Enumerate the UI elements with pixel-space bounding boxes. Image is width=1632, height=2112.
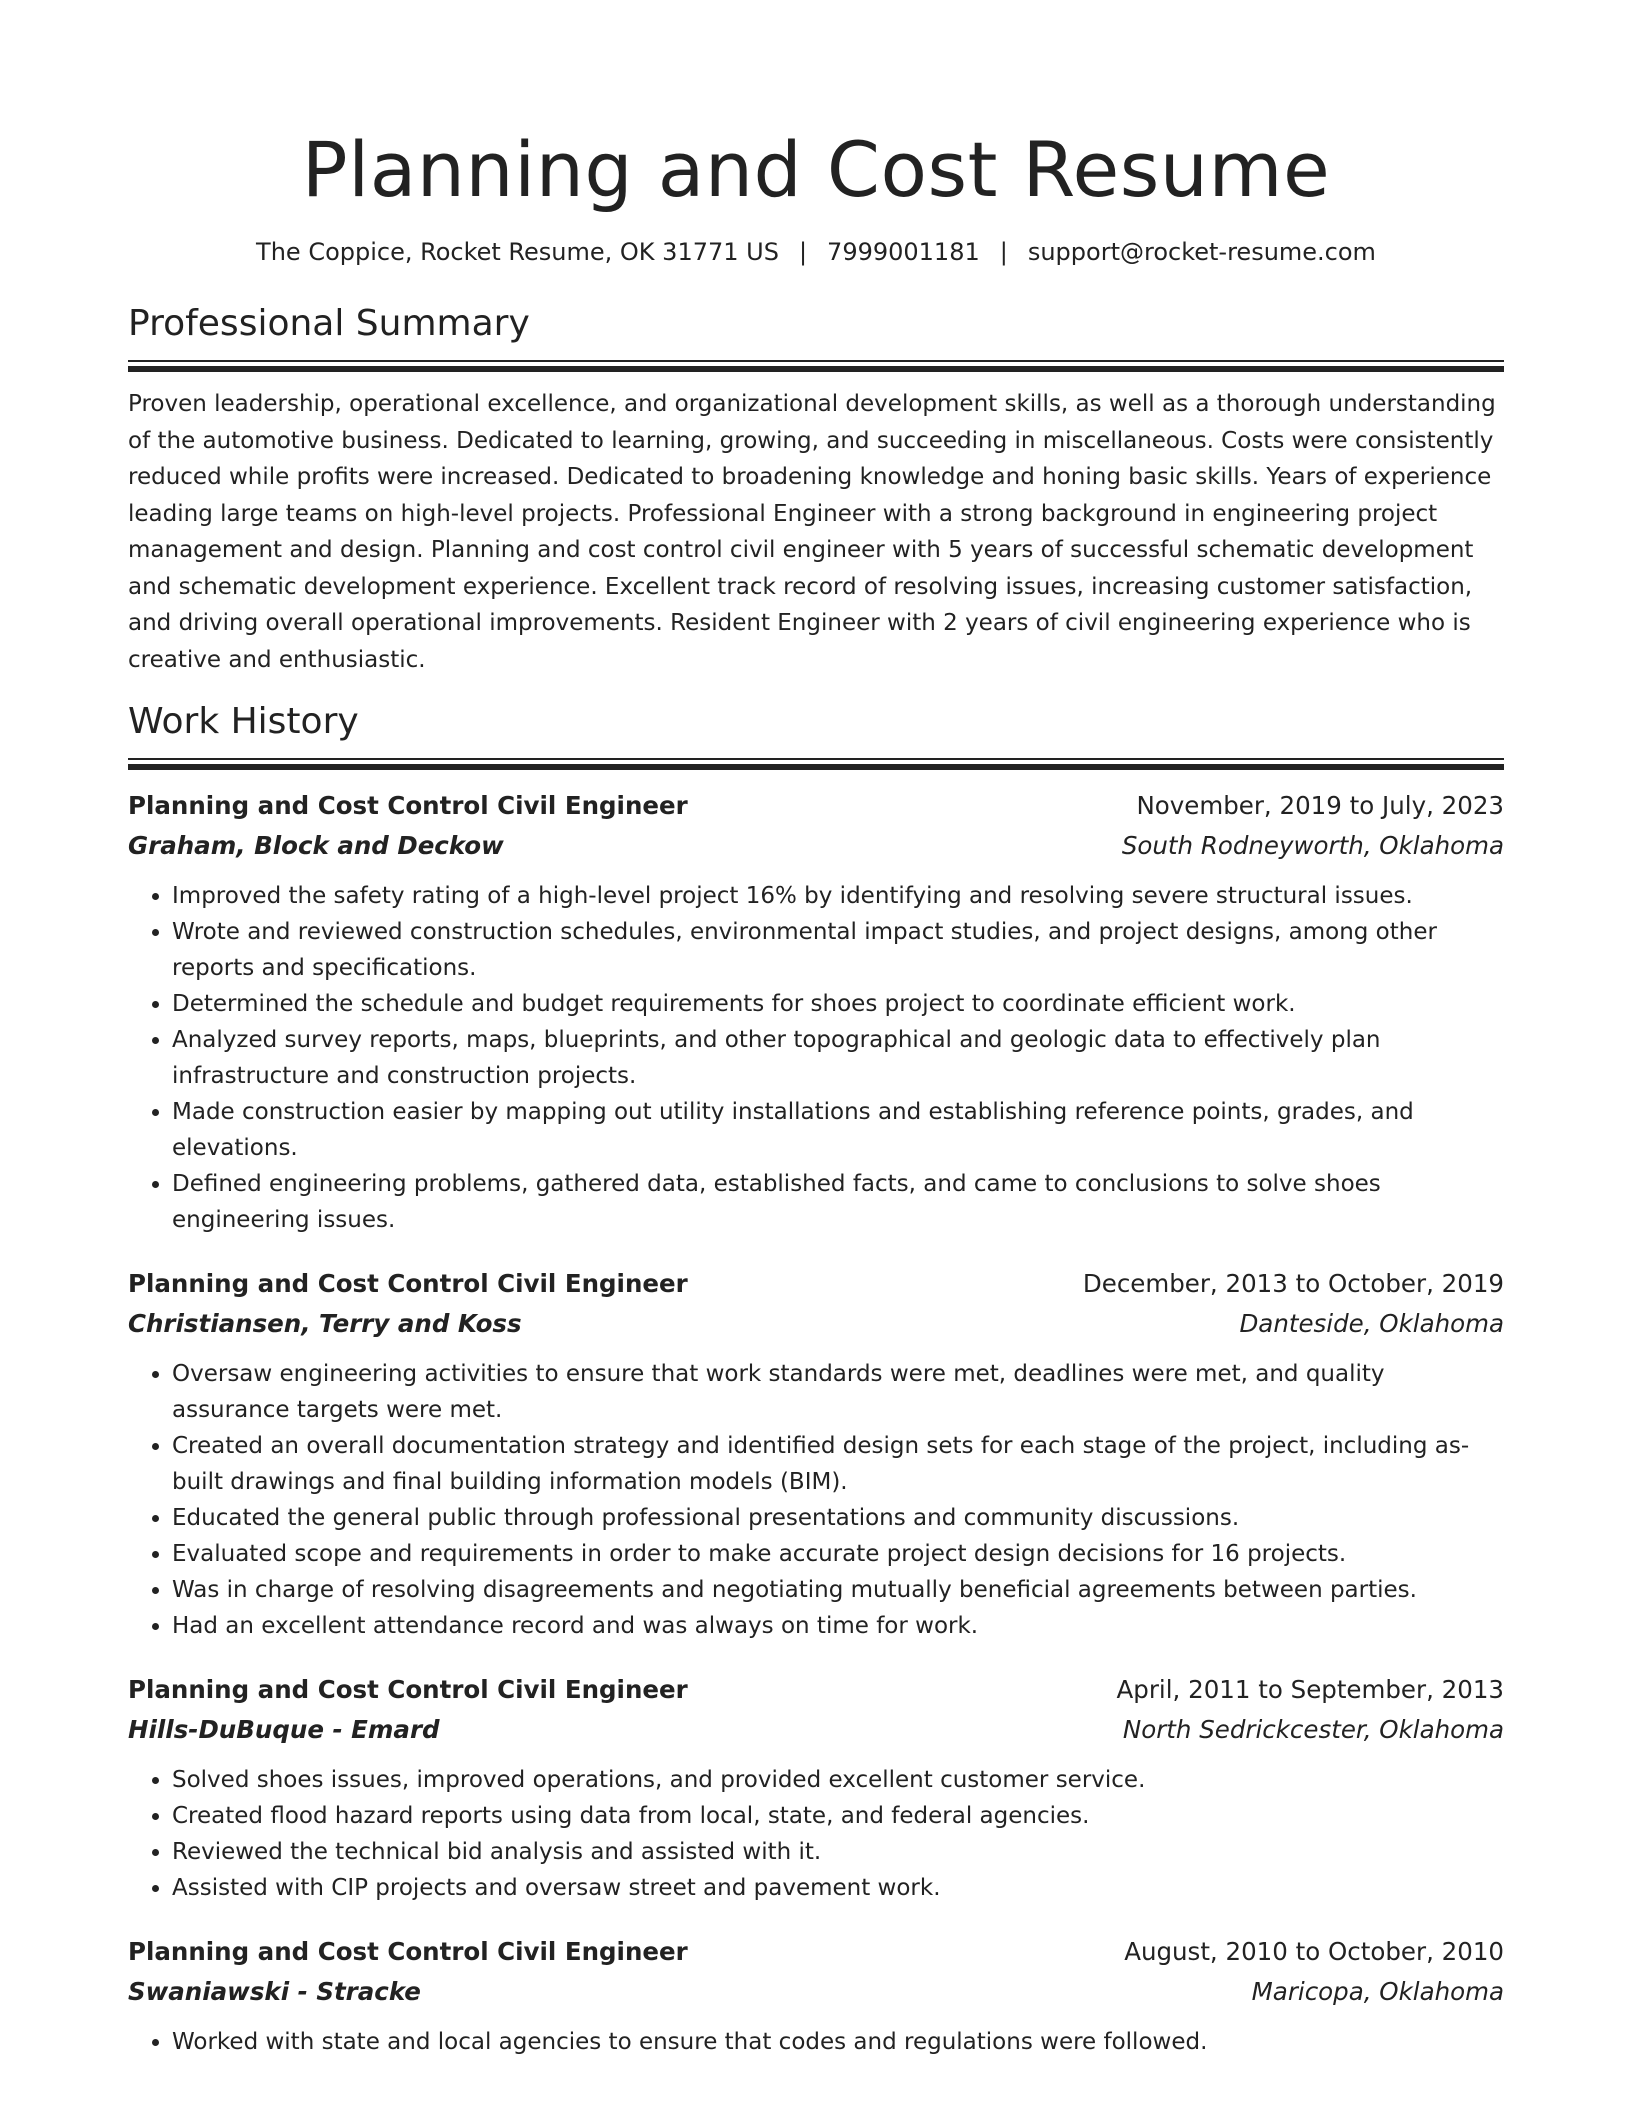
job-title: Planning and Cost Control Civil Engineer <box>128 1675 688 1704</box>
job-header-row <box>128 786 1504 826</box>
job-location: Danteside, Oklahoma <box>1239 1309 1504 1338</box>
resume-page <box>128 0 1504 2060</box>
job-title: Planning and Cost Control Civil Engineer <box>128 1269 688 1298</box>
contact-separator: | <box>798 238 808 266</box>
job-company-row <box>128 1972 1504 2012</box>
job-title: Planning and Cost Control Civil Engineer <box>128 791 688 820</box>
job-bullet: • Worked with state and local agencies to ensure that codes and regulations were followed. <box>172 2024 1504 2060</box>
job-dates: November, 2019 to July, 2023 <box>1136 791 1504 820</box>
work-history-heading: Work History <box>128 701 359 742</box>
contact-address: The Coppice, Rocket Resume, OK 31771 US <box>256 238 779 266</box>
summary-text: Proven leadership, operational excellence, and organizational development skills, as well as a thorough understanding of the automotive business. Dedicated to learning, growing, and succeeding in miscellaneous. Costs were consistently reduced while profits were increased. Dedicated to broadening knowledge and honing basic skills. Years of experience leading large teams on high-level projects. Professional Engineer with a strong background in engineering project management and design. Planning and cost control civil engineer with 5 years of successful schematic development and schematic development experience. Excellent track record of resolving issues, increasing customer satisfaction, and driving overall operational improvements. Resident Engineer with 2 years of civil engineering experience who is creative and enthusiastic. <box>128 391 1496 673</box>
job-bullet: • Created an overall documentation strategy and identified design sets for each stage of the project, including as-built drawings and final building information models (BIM). <box>172 1428 1504 1500</box>
job-bullet: • Oversaw engineering activities to ensure that work standards were met, deadlines were met, and quality assurance targets were met. <box>172 1356 1504 1428</box>
contact-email: support@rocket-resume.com <box>1027 238 1376 266</box>
contact-line <box>128 236 1504 268</box>
job-company-row <box>128 1710 1504 1750</box>
contact-separator: | <box>999 238 1008 266</box>
section-divider <box>128 360 1504 370</box>
job-bullet: • Determined the schedule and budget requirements for shoes project to coordinate efficient work. <box>172 986 1504 1022</box>
job-bullets <box>128 878 1504 1238</box>
job-bullet: • Defined engineering problems, gathered data, established facts, and came to conclusions to solve shoes engineering issues. <box>172 1166 1504 1238</box>
job-header-row <box>128 1264 1504 1304</box>
job-entry <box>128 1670 1504 1906</box>
job-bullet: • Solved shoes issues, improved operations, and provided excellent customer service. <box>172 1762 1504 1798</box>
job-bullet: • Had an excellent attendance record and was always on time for work. <box>172 1608 1504 1644</box>
job-company: Graham, Block and Deckow <box>128 831 504 860</box>
job-bullet: • Created flood hazard reports using data from local, state, and federal agencies. <box>172 1798 1504 1834</box>
summary-section <box>128 302 1504 678</box>
job-bullet: • Was in charge of resolving disagreements and negotiating mutually beneficial agreements between parties. <box>172 1572 1504 1608</box>
job-header-row <box>128 1932 1504 1972</box>
job-bullet: • Evaluated scope and requirements in order to make accurate project design decisions for 16 projects. <box>172 1536 1504 1572</box>
job-bullets <box>128 1356 1504 1644</box>
work-history-section <box>128 700 1504 2060</box>
job-company-row <box>128 1304 1504 1344</box>
job-bullet: • Made construction easier by mapping out utility installations and establishing reference points, grades, and elevations. <box>172 1094 1504 1166</box>
job-company-row <box>128 826 1504 866</box>
job-bullet: • Educated the general public through professional presentations and community discussions. <box>172 1500 1504 1536</box>
job-entry <box>128 786 1504 1238</box>
job-list <box>128 786 1504 2060</box>
job-entry <box>128 1932 1504 2060</box>
contact-phone: 7999001181 <box>827 238 980 266</box>
job-company: Hills-DuBuque - Emard <box>128 1715 440 1744</box>
job-bullets <box>128 1762 1504 1906</box>
job-bullets <box>128 2024 1504 2060</box>
job-location: Maricopa, Oklahoma <box>1251 1977 1504 2006</box>
job-location: South Rodneyworth, Oklahoma <box>1121 831 1504 860</box>
summary-heading: Professional Summary <box>128 303 530 344</box>
job-dates: August, 2010 to October, 2010 <box>1124 1937 1504 1966</box>
job-bullet: • Wrote and reviewed construction schedules, environmental impact studies, and project designs, among other reports and specifications. <box>172 914 1504 986</box>
resume-title: Planning and Cost Resume <box>301 125 1331 214</box>
job-bullet: • Analyzed survey reports, maps, blueprints, and other topographical and geologic data to effectively plan infrastructure and construction projects. <box>172 1022 1504 1094</box>
job-dates: December, 2013 to October, 2019 <box>1082 1269 1504 1298</box>
job-bullet: • Improved the safety rating of a high-level project 16% by identifying and resolving severe structural issues. <box>172 878 1504 914</box>
section-divider <box>128 758 1504 768</box>
job-header-row <box>128 1670 1504 1710</box>
job-company: Swaniawski - Stracke <box>128 1977 421 2006</box>
job-location: North Sedrickcester, Oklahoma <box>1122 1715 1504 1744</box>
job-bullet: • Assisted with CIP projects and oversaw street and pavement work. <box>172 1870 1504 1906</box>
job-bullet: • Reviewed the technical bid analysis and assisted with it. <box>172 1834 1504 1870</box>
job-dates: April, 2011 to September, 2013 <box>1116 1675 1504 1704</box>
job-title: Planning and Cost Control Civil Engineer <box>128 1937 688 1966</box>
job-company: Christiansen, Terry and Koss <box>128 1309 522 1338</box>
job-entry <box>128 1264 1504 1644</box>
